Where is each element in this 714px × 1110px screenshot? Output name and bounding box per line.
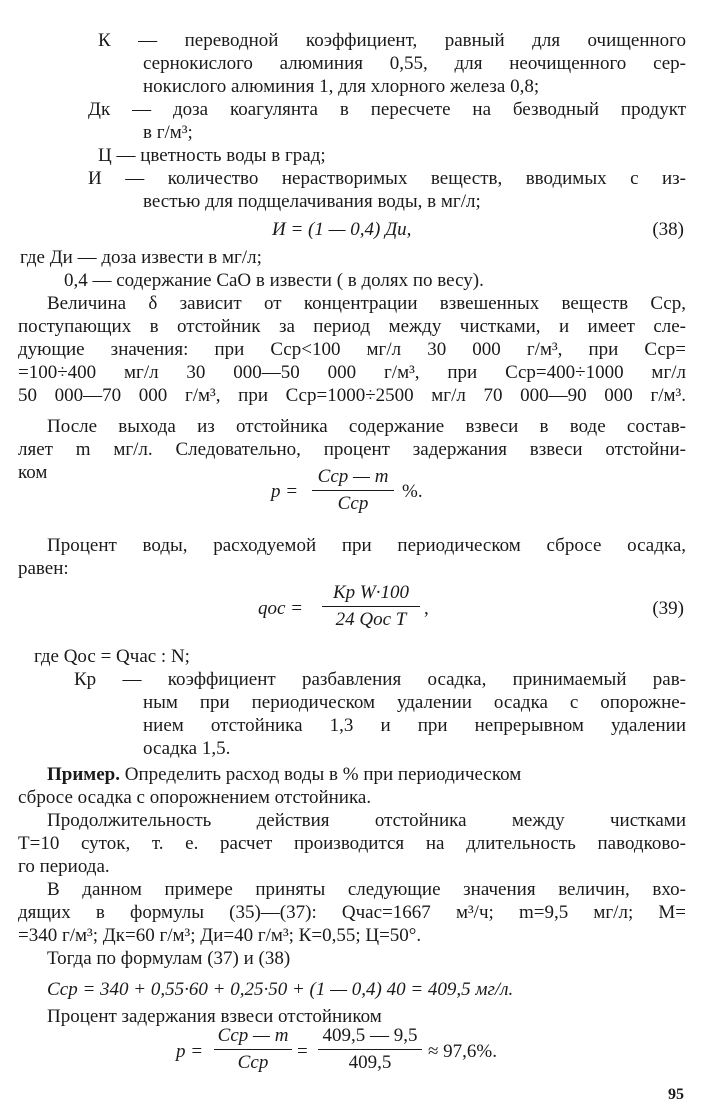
where-di-line: где Ди — доза извести в мг/л; [20, 247, 262, 268]
fraction-bar [214, 1049, 292, 1050]
final-formula-lhs: p = [176, 1041, 204, 1062]
final-numerator-1: Сср — m [217, 1025, 289, 1046]
where-kp-line-1: Кр — коэффициент разбавления осадка, принимаемый рав- [74, 669, 686, 690]
def-c-line-1: Ц — цветность воды в град; [98, 145, 326, 166]
def-i-line-2: вестью для подщелачивания воды, в мг/л; [143, 191, 481, 212]
fraction-bar [312, 490, 394, 491]
def-k-line-1: К — переводной коэффициент, равный для очищенного [98, 30, 686, 51]
equation-39-numerator: Кр W·100 [333, 582, 409, 603]
para1-line-3: дующие значения: при Сср<100 мг/л 30 000 г/м³, при Сср= [18, 339, 686, 360]
where-qos-line: где Qос = Qчас : N; [34, 646, 190, 667]
where-kp-line-2: ным при периодическом удалении осадка с опорожне- [143, 692, 686, 713]
final-numerator-2: 409,5 — 9,5 [322, 1025, 418, 1046]
example-line-6: В данном примере приняты следующие значения величин, вхо- [47, 879, 686, 900]
equation-39-tail: , [424, 598, 429, 619]
equation-39-denominator: 24 Qос T [335, 609, 407, 630]
formula-p-denominator: Сср [337, 493, 369, 514]
equation-ccp: Сср = 340 + 0,55·60 + 0,25·50 + (1 — 0,4) 40 = 409,5 мг/л. [47, 979, 514, 1000]
final-fraction-2 [318, 1025, 422, 1074]
where-cao-line: 0,4 — содержание СаО в извести ( в долях по весу). [64, 270, 484, 291]
formula-p-fraction [312, 466, 394, 515]
final-fraction-1 [214, 1025, 292, 1074]
def-dk-line-2: в г/м³; [143, 122, 193, 143]
para1-line-1: Величина δ зависит от концентрации взвешенных веществ Сср, [47, 293, 686, 314]
formula-p-tail: %. [402, 481, 423, 502]
example-line-2: сбросе осадка с опорожнением отстойника. [18, 787, 372, 808]
equation-number-38: (38) [652, 219, 684, 240]
para2-line-2: ляет m мг/л. Следовательно, процент задержания взвеси отстойни- [18, 439, 686, 460]
page-number: 95 [668, 1086, 684, 1103]
example-label: Пример. [47, 764, 120, 785]
def-dk-line-1: Дк — доза коагулянта в пересчете на безводный продукт [88, 99, 686, 120]
example-line-3: Продолжительность действия отстойника между чистками [47, 810, 686, 831]
example-line-4: T=10 суток, т. е. расчет производится на длительность паводково- [18, 833, 686, 854]
final-formula-result: ≈ 97,6%. [428, 1041, 498, 1062]
equation-38: И = (1 — 0,4) Ди, [272, 219, 412, 240]
final-denominator-1: Сср [237, 1052, 269, 1073]
final-formula-equals: = [297, 1041, 308, 1062]
fraction-bar [322, 606, 420, 607]
equation-number-39: (39) [652, 598, 684, 619]
example-line-1 [47, 764, 521, 786]
example-line-5: го периода. [18, 856, 110, 877]
formula-p-lhs: p = [271, 481, 299, 502]
example-text: Определить расход воды в % при периодическом [124, 764, 522, 785]
formula-p-numerator: Сср — m [317, 466, 389, 487]
para1-line-2: поступающих в отстойник за период между чистками, и имеет сле- [18, 316, 686, 337]
def-i-line-1: И — количество нерастворимых веществ, вводимых с из- [88, 168, 686, 189]
para2-line-1: После выхода из отстойника содержание взвеси в воде состав- [47, 416, 686, 437]
where-kp-line-3: нием отстойника 1,3 и при непрерывном удалении [143, 715, 686, 736]
def-k-line-3: нокислого алюминия 1, для хлорного железа 0,8; [143, 76, 540, 97]
para1-line-4: =100÷400 мг/л 30 000—50 000 г/м³, при Сср=400÷1000 мг/л [18, 362, 686, 383]
where-kp-line-4: осадка 1,5. [143, 738, 231, 759]
example-line-8: =340 г/м³; Дк=60 г/м³; Ди=40 г/м³; К=0,55; Ц=50°. [18, 925, 422, 946]
para3-line-1: Процент воды, расходуемой при периодическом сбросе осадка, [47, 535, 686, 556]
para-last: Процент задержания взвеси отстойником [47, 1006, 382, 1027]
example-line-7: дящих в формулы (35)—(37): Qчас=1667 м³/ч; m=9,5 мг/л; М= [18, 902, 686, 923]
equation-39-fraction [322, 582, 420, 631]
fraction-bar [318, 1049, 422, 1050]
para1-line-5: 50 000—70 000 г/м³, при Сср=1000÷2500 мг/л 70 000—90 000 г/м³. [18, 385, 686, 406]
equation-39-lhs: qос = [258, 598, 304, 619]
def-k-line-2: сернокислого алюминия 0,55, для неочищенного сер- [143, 53, 686, 74]
para3-line-2: равен: [18, 558, 69, 579]
example-line-9: Тогда по формулам (37) и (38) [47, 948, 291, 969]
para2-line-3: ком [18, 462, 48, 483]
final-denominator-2: 409,5 [348, 1052, 392, 1073]
